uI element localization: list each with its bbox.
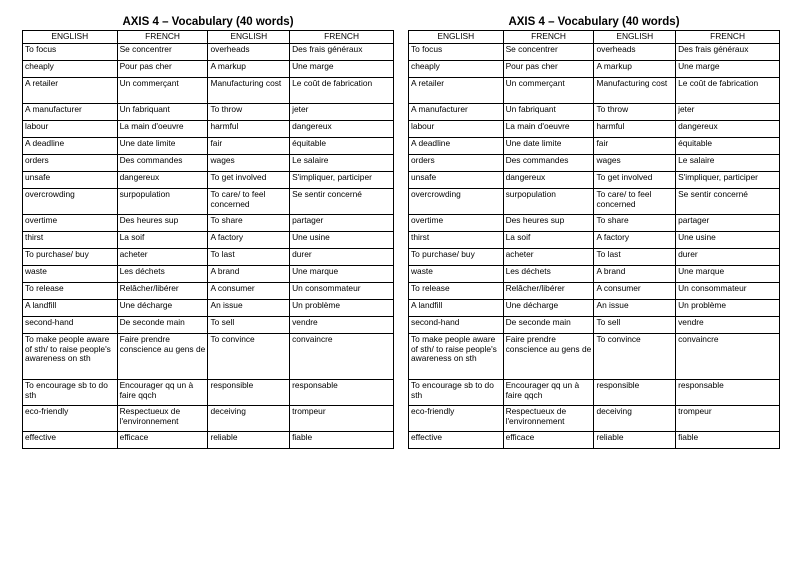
- english-cell: A factory: [594, 232, 676, 249]
- french-cell: Des commandes: [503, 155, 594, 172]
- french-cell: Un commerçant: [503, 78, 594, 104]
- english-cell: second-hand: [23, 317, 118, 334]
- french-cell: S'impliquer, participer: [290, 172, 394, 189]
- table-row: [409, 300, 780, 317]
- english-cell: A retailer: [409, 78, 504, 104]
- french-cell: Une marque: [676, 266, 780, 283]
- english-cell: overheads: [594, 44, 676, 61]
- table-row: [23, 380, 394, 406]
- table-row: [409, 78, 780, 104]
- french-cell: Des frais généraux: [290, 44, 394, 61]
- french-cell: Se sentir concerné: [290, 189, 394, 215]
- column-header: ENGLISH: [594, 31, 676, 44]
- french-cell: efficace: [117, 432, 208, 449]
- english-cell: wages: [594, 155, 676, 172]
- english-cell: A brand: [208, 266, 290, 283]
- french-cell: Relâcher/libérer: [503, 283, 594, 300]
- french-cell: La main d'oeuvre: [117, 121, 208, 138]
- french-cell: Des heures sup: [117, 215, 208, 232]
- french-cell: partager: [676, 215, 780, 232]
- french-cell: responsable: [676, 380, 780, 406]
- french-cell: Une usine: [290, 232, 394, 249]
- english-cell: A markup: [594, 61, 676, 78]
- french-cell: jeter: [676, 104, 780, 121]
- english-cell: A consumer: [594, 283, 676, 300]
- english-cell: overtime: [409, 215, 504, 232]
- column-header: FRENCH: [290, 31, 394, 44]
- french-cell: Un consommateur: [290, 283, 394, 300]
- french-cell: dangereux: [503, 172, 594, 189]
- table-row: [23, 249, 394, 266]
- french-cell: Les déchets: [503, 266, 594, 283]
- table-row: [23, 104, 394, 121]
- french-cell: trompeur: [290, 406, 394, 432]
- table-row: [409, 189, 780, 215]
- english-cell: A retailer: [23, 78, 118, 104]
- french-cell: fiable: [290, 432, 394, 449]
- english-cell: To encourage sb to do sth: [23, 380, 118, 406]
- table-row: [23, 172, 394, 189]
- english-cell: To share: [594, 215, 676, 232]
- french-cell: Une décharge: [503, 300, 594, 317]
- english-cell: labour: [409, 121, 504, 138]
- table-row: [23, 215, 394, 232]
- french-cell: partager: [290, 215, 394, 232]
- table-row: [23, 155, 394, 172]
- english-cell: thirst: [409, 232, 504, 249]
- table-row: [409, 232, 780, 249]
- table-row: [409, 44, 780, 61]
- table-row: [23, 121, 394, 138]
- table-row: [409, 121, 780, 138]
- english-cell: To purchase/ buy: [409, 249, 504, 266]
- french-cell: Se concentrer: [503, 44, 594, 61]
- english-cell: To last: [208, 249, 290, 266]
- english-cell: effective: [23, 432, 118, 449]
- english-cell: reliable: [594, 432, 676, 449]
- english-cell: To last: [594, 249, 676, 266]
- english-cell: overtime: [23, 215, 118, 232]
- french-cell: Un commerçant: [117, 78, 208, 104]
- english-cell: orders: [23, 155, 118, 172]
- french-cell: dangereux: [117, 172, 208, 189]
- english-cell: overcrowding: [23, 189, 118, 215]
- english-cell: To share: [208, 215, 290, 232]
- vocab-panel-right: [408, 15, 780, 449]
- french-cell: De seconde main: [503, 317, 594, 334]
- english-cell: To care/ to feel concerned: [208, 189, 290, 215]
- table-row: [409, 61, 780, 78]
- column-header: FRENCH: [503, 31, 594, 44]
- french-cell: Une date limite: [117, 138, 208, 155]
- french-cell: convaincre: [676, 334, 780, 380]
- english-cell: A manufacturer: [409, 104, 504, 121]
- english-cell: reliable: [208, 432, 290, 449]
- french-cell: convaincre: [290, 334, 394, 380]
- table-row: [409, 104, 780, 121]
- table-row: [409, 215, 780, 232]
- french-cell: Un fabriquant: [503, 104, 594, 121]
- table-row: [409, 380, 780, 406]
- english-cell: To sell: [208, 317, 290, 334]
- vocab-panel-left: [22, 15, 394, 449]
- french-cell: fiable: [676, 432, 780, 449]
- french-cell: Le salaire: [676, 155, 780, 172]
- english-cell: A deadline: [409, 138, 504, 155]
- french-cell: durer: [290, 249, 394, 266]
- english-cell: harmful: [208, 121, 290, 138]
- english-cell: To focus: [23, 44, 118, 61]
- french-cell: équitable: [676, 138, 780, 155]
- table-row: [409, 406, 780, 432]
- table-row: [409, 138, 780, 155]
- english-cell: To purchase/ buy: [23, 249, 118, 266]
- english-cell: To sell: [594, 317, 676, 334]
- french-cell: surpopulation: [503, 189, 594, 215]
- french-cell: Une décharge: [117, 300, 208, 317]
- english-cell: A deadline: [23, 138, 118, 155]
- french-cell: Des heures sup: [503, 215, 594, 232]
- french-cell: Encourager qq un à faire qqch: [117, 380, 208, 406]
- english-cell: To make people aware of sth/ to raise people's awareness on sth: [23, 334, 118, 380]
- table-row: [23, 317, 394, 334]
- column-header: FRENCH: [117, 31, 208, 44]
- french-cell: Pour pas cher: [503, 61, 594, 78]
- table-row: [409, 266, 780, 283]
- english-cell: overcrowding: [409, 189, 504, 215]
- french-cell: acheter: [503, 249, 594, 266]
- french-cell: équitable: [290, 138, 394, 155]
- english-cell: eco-friendly: [23, 406, 118, 432]
- table-row: [23, 283, 394, 300]
- table-row: [409, 334, 780, 380]
- french-cell: vendre: [676, 317, 780, 334]
- english-cell: overheads: [208, 44, 290, 61]
- english-cell: To get involved: [594, 172, 676, 189]
- french-cell: Faire prendre conscience au gens de: [503, 334, 594, 380]
- english-cell: To make people aware of sth/ to raise people's awareness on sth: [409, 334, 504, 380]
- french-cell: Une marge: [676, 61, 780, 78]
- english-cell: wages: [208, 155, 290, 172]
- english-cell: deceiving: [594, 406, 676, 432]
- french-cell: S'impliquer, participer: [676, 172, 780, 189]
- english-cell: orders: [409, 155, 504, 172]
- table-row: [23, 266, 394, 283]
- column-header: FRENCH: [676, 31, 780, 44]
- table-row: [23, 189, 394, 215]
- french-cell: Une marge: [290, 61, 394, 78]
- french-cell: durer: [676, 249, 780, 266]
- french-cell: Les déchets: [117, 266, 208, 283]
- english-cell: responsible: [594, 380, 676, 406]
- french-cell: acheter: [117, 249, 208, 266]
- page-title: AXIS 4 – Vocabulary (40 words): [122, 16, 294, 28]
- french-cell: Un problème: [676, 300, 780, 317]
- french-cell: dangereux: [290, 121, 394, 138]
- table-row: [23, 232, 394, 249]
- french-cell: Une usine: [676, 232, 780, 249]
- english-cell: unsafe: [23, 172, 118, 189]
- english-cell: A brand: [594, 266, 676, 283]
- english-cell: waste: [23, 266, 118, 283]
- column-header: ENGLISH: [409, 31, 504, 44]
- english-cell: fair: [208, 138, 290, 155]
- english-cell: A manufacturer: [23, 104, 118, 121]
- french-cell: Un fabriquant: [117, 104, 208, 121]
- french-cell: Faire prendre conscience au gens de: [117, 334, 208, 380]
- header-row: [409, 31, 780, 44]
- table-row: [23, 61, 394, 78]
- english-cell: An issue: [594, 300, 676, 317]
- french-cell: Une marque: [290, 266, 394, 283]
- french-cell: De seconde main: [117, 317, 208, 334]
- english-cell: To convince: [208, 334, 290, 380]
- french-cell: Des frais généraux: [676, 44, 780, 61]
- french-cell: Relâcher/libérer: [117, 283, 208, 300]
- table-row: [23, 138, 394, 155]
- french-cell: Pour pas cher: [117, 61, 208, 78]
- column-header: ENGLISH: [23, 31, 118, 44]
- french-cell: Une date limite: [503, 138, 594, 155]
- english-cell: An issue: [208, 300, 290, 317]
- french-cell: dangereux: [676, 121, 780, 138]
- french-cell: Encourager qq un à faire qqch: [503, 380, 594, 406]
- table-row: [23, 432, 394, 449]
- english-cell: To release: [23, 283, 118, 300]
- vocab-table: [22, 30, 394, 449]
- french-cell: surpopulation: [117, 189, 208, 215]
- english-cell: To encourage sb to do sth: [409, 380, 504, 406]
- page-title: AXIS 4 – Vocabulary (40 words): [508, 16, 680, 28]
- table-row: [409, 155, 780, 172]
- table-row: [23, 78, 394, 104]
- english-cell: eco-friendly: [409, 406, 504, 432]
- english-cell: A landfill: [23, 300, 118, 317]
- english-cell: thirst: [23, 232, 118, 249]
- french-cell: Un problème: [290, 300, 394, 317]
- table-row: [23, 44, 394, 61]
- english-cell: A landfill: [409, 300, 504, 317]
- french-cell: La soif: [117, 232, 208, 249]
- french-cell: Se concentrer: [117, 44, 208, 61]
- french-cell: jeter: [290, 104, 394, 121]
- french-cell: trompeur: [676, 406, 780, 432]
- english-cell: unsafe: [409, 172, 504, 189]
- french-cell: efficace: [503, 432, 594, 449]
- english-cell: To convince: [594, 334, 676, 380]
- english-cell: cheaply: [409, 61, 504, 78]
- table-row: [23, 334, 394, 380]
- header-row: [23, 31, 394, 44]
- english-cell: To care/ to feel concerned: [594, 189, 676, 215]
- english-cell: A consumer: [208, 283, 290, 300]
- table-row: [23, 406, 394, 432]
- french-cell: vendre: [290, 317, 394, 334]
- english-cell: To release: [409, 283, 504, 300]
- french-cell: Respectueux de l'environnement: [117, 406, 208, 432]
- english-cell: responsible: [208, 380, 290, 406]
- english-cell: labour: [23, 121, 118, 138]
- english-cell: cheaply: [23, 61, 118, 78]
- table-row: [409, 432, 780, 449]
- english-cell: deceiving: [208, 406, 290, 432]
- english-cell: A factory: [208, 232, 290, 249]
- french-cell: La main d'oeuvre: [503, 121, 594, 138]
- english-cell: To focus: [409, 44, 504, 61]
- french-cell: Se sentir concerné: [676, 189, 780, 215]
- english-cell: Manufacturing cost: [594, 78, 676, 104]
- table-row: [409, 172, 780, 189]
- french-cell: Le salaire: [290, 155, 394, 172]
- french-cell: Le coût de fabrication: [676, 78, 780, 104]
- french-cell: Le coût de fabrication: [290, 78, 394, 104]
- table-row: [409, 317, 780, 334]
- english-cell: fair: [594, 138, 676, 155]
- table-row: [23, 300, 394, 317]
- english-cell: second-hand: [409, 317, 504, 334]
- english-cell: To throw: [594, 104, 676, 121]
- french-cell: Des commandes: [117, 155, 208, 172]
- vocab-table: [408, 30, 780, 449]
- french-cell: Respectueux de l'environnement: [503, 406, 594, 432]
- column-header: ENGLISH: [208, 31, 290, 44]
- english-cell: waste: [409, 266, 504, 283]
- french-cell: responsable: [290, 380, 394, 406]
- english-cell: Manufacturing cost: [208, 78, 290, 104]
- table-row: [409, 283, 780, 300]
- table-row: [409, 249, 780, 266]
- english-cell: To throw: [208, 104, 290, 121]
- english-cell: effective: [409, 432, 504, 449]
- english-cell: A markup: [208, 61, 290, 78]
- english-cell: To get involved: [208, 172, 290, 189]
- english-cell: harmful: [594, 121, 676, 138]
- french-cell: La soif: [503, 232, 594, 249]
- french-cell: Un consommateur: [676, 283, 780, 300]
